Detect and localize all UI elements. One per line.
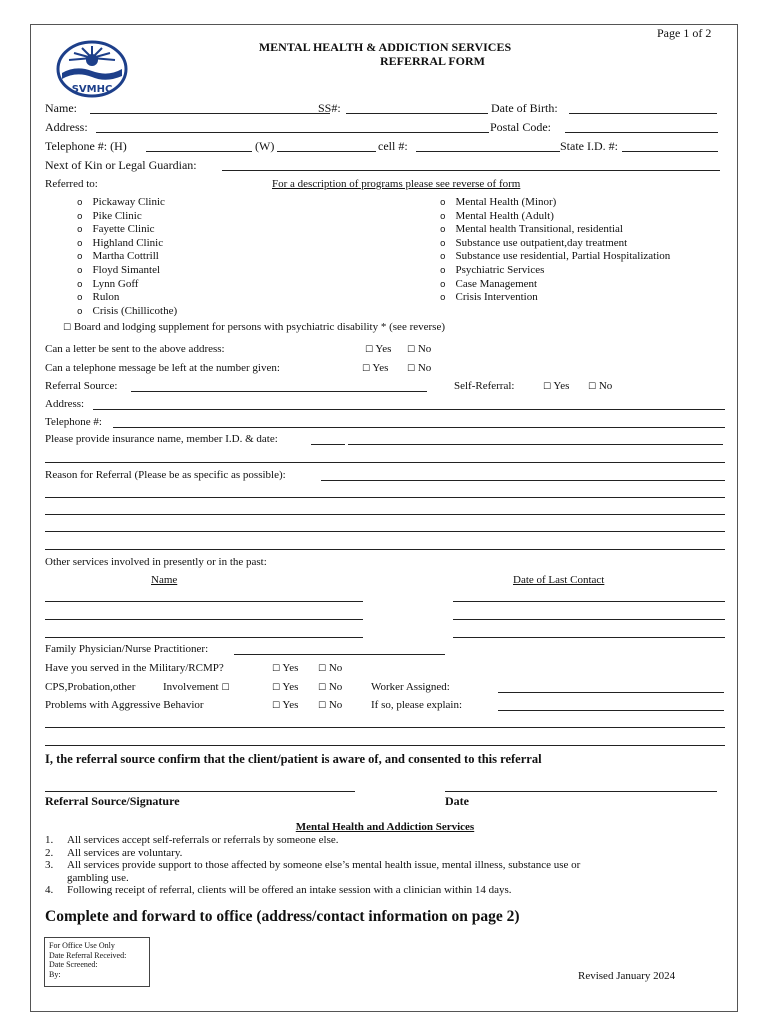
insurance-field-line-2[interactable] xyxy=(45,462,725,463)
signature-field[interactable] xyxy=(45,791,355,792)
reason-line[interactable] xyxy=(45,514,725,515)
referral-source-field[interactable] xyxy=(131,391,427,392)
service-option[interactable]: o Mental Health (Adult) xyxy=(440,209,554,222)
telephone-home-field[interactable] xyxy=(146,151,252,152)
next-of-kin-field[interactable] xyxy=(222,170,720,171)
mhas-list-item: 3. All services provide support to those affected by someone else’s mental health issue, mental illness, substance use or xyxy=(45,859,581,872)
self-referral-yes-option[interactable]: ☐ Yes xyxy=(543,380,570,392)
letter-yes-option[interactable]: ☐ Yes xyxy=(365,343,392,355)
letter-no-option[interactable]: ☐ No xyxy=(407,343,432,355)
board-lodging-option[interactable] xyxy=(63,321,445,333)
cps-label: CPS,Probation,other xyxy=(45,681,136,693)
office-use-title: For Office Use Only xyxy=(49,941,115,950)
clinic-option[interactable]: o Pickaway Clinic xyxy=(77,196,165,208)
clinic-option[interactable]: o Highland Clinic xyxy=(77,236,164,249)
postal-code-field[interactable] xyxy=(565,132,718,133)
signature-date-label: Date xyxy=(445,794,469,808)
self-referral-no-option[interactable]: ☐ No xyxy=(588,380,613,392)
reason-line[interactable] xyxy=(45,549,725,550)
by-label: By: xyxy=(49,969,61,979)
worker-assigned-field[interactable] xyxy=(498,692,724,693)
referral-source-label: Referral Source: xyxy=(45,380,118,392)
service-option[interactable]: o Psychiatric Services xyxy=(440,263,545,276)
insurance-label: Please provide insurance name, member I.D. & date: xyxy=(45,433,278,445)
clinic-option[interactable]: o Rulon xyxy=(77,291,120,304)
signature-label: Referral Source/Signature xyxy=(45,794,180,808)
cps-yes-option[interactable]: ☐ Yes xyxy=(272,681,299,693)
service-option[interactable]: o Mental Health (Minor) xyxy=(440,196,557,208)
service-option[interactable]: o Crisis Intervention xyxy=(440,291,538,304)
board-lodging-checkbox[interactable]: ☐ xyxy=(63,323,72,333)
name-column-header: Name xyxy=(151,574,178,586)
mhas-list-item: 1. All services accept self-referrals or referrals by someone else. xyxy=(45,834,339,846)
other-service-date-field[interactable] xyxy=(453,637,725,638)
mhas-list xyxy=(45,834,580,897)
reason-field[interactable] xyxy=(321,480,725,481)
telephone-work-label: (W) xyxy=(255,139,275,153)
referred-to-label: Referred to: xyxy=(45,178,98,190)
other-service-name-field[interactable] xyxy=(45,637,363,638)
cps-no-option[interactable]: ☐ No xyxy=(318,681,343,693)
letter-question: Can a letter be sent to the above address: xyxy=(45,343,225,355)
aggressive-no-option[interactable]: ☐ No xyxy=(318,699,343,711)
reason-line[interactable] xyxy=(45,497,725,498)
date-received-label: Date Referral Received: xyxy=(49,950,127,960)
service-option[interactable]: o Case Management xyxy=(440,277,538,290)
address-field[interactable] xyxy=(96,132,489,133)
military-question: Have you served in the Military/RCMP? xyxy=(45,662,224,674)
office-use-box xyxy=(44,937,150,987)
explain-field[interactable] xyxy=(498,710,724,711)
complete-forward-instruction: Complete and forward to office (address/contact information on page 2) xyxy=(45,908,520,925)
other-service-name-field[interactable] xyxy=(45,601,363,602)
other-service-date-field[interactable] xyxy=(453,619,725,620)
referral-address-label: Address: xyxy=(45,398,85,410)
clinic-option[interactable]: o Martha Cottrill xyxy=(77,250,159,263)
explain-label: If so, please explain: xyxy=(371,699,463,711)
date-last-contact-header: Date of Last Contact xyxy=(513,574,605,586)
involvement-option[interactable]: Involvement ☐ xyxy=(163,681,230,693)
referral-telephone-label: Telephone #: xyxy=(45,416,102,428)
board-lodging-label: Board and lodging supplement for persons with psychiatric disability * (see reverse) xyxy=(73,321,445,333)
mhas-list-item: gambling use. xyxy=(67,871,129,884)
insurance-field-short[interactable] xyxy=(311,444,345,445)
reason-line[interactable] xyxy=(45,531,725,532)
program-description-note: For a description of programs please see reverse of form xyxy=(272,178,521,190)
service-option[interactable]: o Mental health Transitional, residential xyxy=(440,223,623,236)
postal-code-label: Postal Code: xyxy=(490,120,552,134)
other-service-date-field[interactable] xyxy=(453,601,725,602)
military-yes-option[interactable]: ☐ Yes xyxy=(272,662,299,674)
next-of-kin-label: Next of Kin or Legal Guardian: xyxy=(45,158,197,172)
telephone-work-field[interactable] xyxy=(277,151,376,152)
name-field[interactable] xyxy=(90,113,330,114)
reason-label: Reason for Referral (Please be as specific as possible): xyxy=(45,469,286,481)
physician-label: Family Physician/Nurse Practitioner: xyxy=(45,643,209,655)
aggressive-yes-option[interactable]: ☐ Yes xyxy=(272,699,299,711)
cell-field[interactable] xyxy=(416,151,560,152)
form-title-line-2: REFERRAL FORM xyxy=(380,54,485,68)
explain-line[interactable] xyxy=(45,745,725,746)
svg-text:SVMHC: SVMHC xyxy=(71,84,113,95)
military-no-option[interactable]: ☐ No xyxy=(318,662,343,674)
aggressive-behavior-question: Problems with Aggressive Behavior xyxy=(45,699,204,711)
clinic-option[interactable]: o Lynn Goff xyxy=(77,277,139,290)
revision-date: Revised January 2024 xyxy=(578,970,676,982)
address-label: Address: xyxy=(45,120,88,134)
clinic-option[interactable]: o Pike Clinic xyxy=(77,209,142,222)
phone-message-question: Can a telephone message be left at the number given: xyxy=(45,362,280,374)
referral-telephone-field[interactable] xyxy=(113,427,725,428)
cell-label: cell #: xyxy=(378,139,408,153)
referral-address-field[interactable] xyxy=(93,409,725,410)
state-id-label: State I.D. #: xyxy=(560,139,618,153)
clinic-list xyxy=(77,196,177,318)
clinic-option[interactable]: o Fayette Clinic xyxy=(77,223,155,236)
phone-no-option[interactable]: ☐ No xyxy=(407,362,432,374)
worker-assigned-label: Worker Assigned: xyxy=(371,681,450,693)
explain-line[interactable] xyxy=(45,727,725,728)
telephone-home-label: Telephone #: (H) xyxy=(45,139,127,153)
dob-label: Date of Birth: xyxy=(491,101,558,115)
other-services-label: Other services involved in presently or in the past: xyxy=(45,556,267,568)
clinic-option[interactable]: o Crisis (Chillicothe) xyxy=(77,304,178,317)
other-service-name-field[interactable] xyxy=(45,619,363,620)
name-label: Name: xyxy=(45,101,77,115)
signature-date-field[interactable] xyxy=(445,791,717,792)
phone-yes-option[interactable]: ☐ Yes xyxy=(362,362,389,374)
service-option[interactable]: o Substance use residential, Partial Hospitalization xyxy=(440,250,671,263)
service-list xyxy=(440,196,670,305)
clinic-option[interactable]: o Floyd Simantel xyxy=(77,263,161,276)
self-referral-label: Self-Referral: xyxy=(454,380,515,392)
mhas-title: Mental Health and Addiction Services xyxy=(295,821,475,833)
ss-field[interactable] xyxy=(346,113,488,114)
consent-statement: I, the referral source confirm that the client/patient is aware of, and consented to this referral xyxy=(45,752,542,766)
dob-field[interactable] xyxy=(569,113,717,114)
state-id-field[interactable] xyxy=(622,151,718,152)
ss-label: SS#: xyxy=(318,101,341,115)
insurance-field[interactable] xyxy=(348,444,723,445)
mhas-list-item: 2. All services are voluntary. xyxy=(45,846,183,859)
page-number: Page 1 of 2 xyxy=(657,26,712,40)
form-title-line-1: MENTAL HEALTH & ADDICTION SERVICES xyxy=(258,40,512,54)
mhas-list-item: 4. Following receipt of referral, clients will be offered an intake session with a clinician within 14 days. xyxy=(45,884,512,897)
physician-field[interactable] xyxy=(234,654,445,655)
date-screened-label: Date Screened: xyxy=(49,960,98,969)
service-option[interactable]: o Substance use outpatient,day treatment xyxy=(440,236,628,249)
